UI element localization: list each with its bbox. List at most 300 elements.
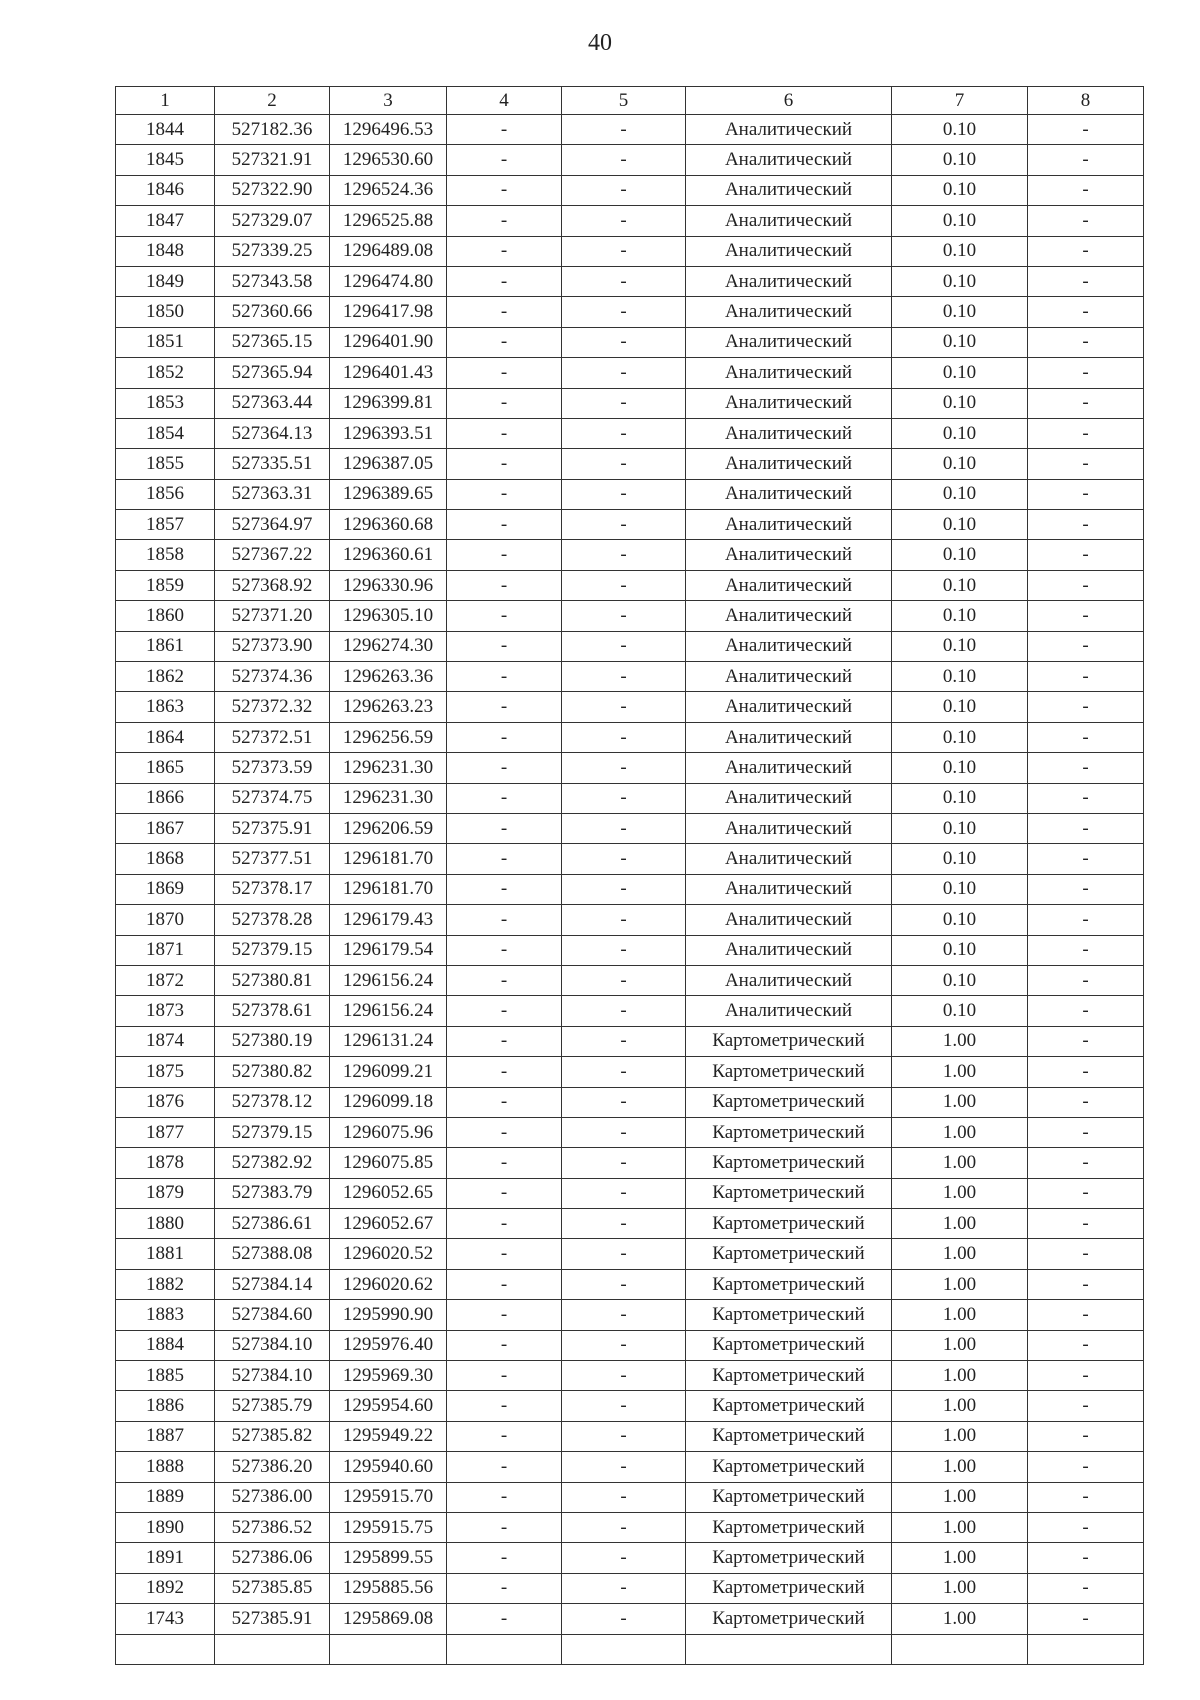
table-cell: - (562, 1391, 686, 1421)
table-cell: - (562, 783, 686, 813)
table-cell: 1296020.52 (330, 1239, 447, 1269)
table-cell: 1296401.90 (330, 327, 447, 357)
table-cell: - (1028, 874, 1144, 904)
table-cell: Картометрический (686, 1452, 892, 1482)
table-cell: 527364.13 (215, 418, 330, 448)
table-cell: - (447, 1604, 562, 1634)
table-cell: 527343.58 (215, 266, 330, 296)
table-cell: 1888 (116, 1452, 215, 1482)
table-cell: - (1028, 722, 1144, 752)
table-row (116, 631, 1144, 661)
table-cell: 1875 (116, 1057, 215, 1087)
table-cell: - (447, 1391, 562, 1421)
table-cell: - (447, 996, 562, 1026)
table-cell: 1868 (116, 844, 215, 874)
table-cell: 1296052.67 (330, 1209, 447, 1239)
table-cell: 1296099.18 (330, 1087, 447, 1117)
table-cell: 0.10 (892, 935, 1028, 965)
table-cell: 0.10 (892, 601, 1028, 631)
table-cell: 1296181.70 (330, 844, 447, 874)
table-cell: 0.10 (892, 570, 1028, 600)
table-cell: 0.10 (892, 115, 1028, 145)
table-cell: - (562, 1482, 686, 1512)
table-cell: Картометрический (686, 1239, 892, 1269)
table-row (116, 1239, 1144, 1269)
table-cell: - (1028, 631, 1144, 661)
table-row (116, 905, 1144, 935)
table-cell: 0.10 (892, 297, 1028, 327)
table-cell: - (447, 175, 562, 205)
table-cell: - (1028, 388, 1144, 418)
table-row (116, 1482, 1144, 1512)
table-row (116, 1421, 1144, 1451)
table-cell: - (447, 692, 562, 722)
table-cell: - (447, 844, 562, 874)
table-cell: Аналитический (686, 175, 892, 205)
table-cell: Картометрический (686, 1361, 892, 1391)
table-cell: Аналитический (686, 753, 892, 783)
column-header: 7 (892, 87, 1028, 115)
coordinates-table-container (115, 86, 1143, 1665)
table-cell: - (562, 1604, 686, 1634)
table-cell: 1.00 (892, 1421, 1028, 1451)
table-row (116, 874, 1144, 904)
table-cell: - (562, 1269, 686, 1299)
table-cell: 1850 (116, 297, 215, 327)
table-cell: 0.10 (892, 540, 1028, 570)
table-cell: - (447, 935, 562, 965)
table-cell: - (562, 631, 686, 661)
table-cell: 1872 (116, 965, 215, 995)
table-cell: 527380.81 (215, 965, 330, 995)
table-cell: Аналитический (686, 236, 892, 266)
table-cell: Картометрический (686, 1148, 892, 1178)
table-cell: Аналитический (686, 206, 892, 236)
table-cell: - (1028, 1148, 1144, 1178)
table-cell: 527372.32 (215, 692, 330, 722)
table-row (116, 1573, 1144, 1603)
table-cell: 527368.92 (215, 570, 330, 600)
table-cell: 1881 (116, 1239, 215, 1269)
table-cell: 527379.15 (215, 1117, 330, 1147)
table-cell: - (562, 1057, 686, 1087)
table-cell: - (1028, 1512, 1144, 1542)
table-cell: - (562, 236, 686, 266)
table-cell: - (447, 115, 562, 145)
table-cell: 1296387.05 (330, 449, 447, 479)
table-row (116, 418, 1144, 448)
table-cell: - (1028, 783, 1144, 813)
table-cell: - (447, 358, 562, 388)
table-cell: - (562, 1573, 686, 1603)
table-cell: 527365.15 (215, 327, 330, 357)
table-cell: 527378.28 (215, 905, 330, 935)
table-row (116, 115, 1144, 145)
table-cell: 1858 (116, 540, 215, 570)
table-cell: Аналитический (686, 418, 892, 448)
table-cell: 527380.82 (215, 1057, 330, 1087)
table-cell: 527365.94 (215, 358, 330, 388)
table-cell: 1296179.54 (330, 935, 447, 965)
table-cell: Картометрический (686, 1391, 892, 1421)
table-cell: 0.10 (892, 905, 1028, 935)
table-cell: 527363.31 (215, 479, 330, 509)
table-row (116, 1178, 1144, 1208)
table-cell: 527329.07 (215, 206, 330, 236)
table-cell: 1295954.60 (330, 1391, 447, 1421)
table-cell: - (1028, 510, 1144, 540)
table-cell: - (447, 1026, 562, 1056)
table-cell: Аналитический (686, 540, 892, 570)
table-cell: - (1028, 570, 1144, 600)
table-cell: 527182.36 (215, 115, 330, 145)
table-cell: - (447, 1482, 562, 1512)
table-row (116, 813, 1144, 843)
table-cell: - (447, 1300, 562, 1330)
table-cell: - (1028, 327, 1144, 357)
table-cell: - (1028, 1209, 1144, 1239)
empty-table-cell (686, 1634, 892, 1664)
table-cell: 1296231.30 (330, 753, 447, 783)
table-cell: 1296075.85 (330, 1148, 447, 1178)
table-cell: 1296075.96 (330, 1117, 447, 1147)
table-row (116, 540, 1144, 570)
table-cell: 1.00 (892, 1604, 1028, 1634)
table-row (116, 1452, 1144, 1482)
table-cell: 1296305.10 (330, 601, 447, 631)
table-cell: - (447, 418, 562, 448)
table-cell: 1887 (116, 1421, 215, 1451)
table-cell: - (447, 1512, 562, 1542)
table-row (116, 145, 1144, 175)
table-cell: Аналитический (686, 935, 892, 965)
table-cell: 527373.90 (215, 631, 330, 661)
table-cell: 1886 (116, 1391, 215, 1421)
table-row (116, 1209, 1144, 1239)
table-cell: 1866 (116, 783, 215, 813)
table-row (116, 1330, 1144, 1360)
table-cell: - (562, 570, 686, 600)
table-cell: 527385.79 (215, 1391, 330, 1421)
table-cell: - (447, 1269, 562, 1299)
table-cell: 0.10 (892, 631, 1028, 661)
table-cell: - (562, 1300, 686, 1330)
table-cell: 0.10 (892, 996, 1028, 1026)
table-cell: Аналитический (686, 905, 892, 935)
table-cell: 1.00 (892, 1178, 1028, 1208)
table-cell: - (447, 236, 562, 266)
table-cell: 1844 (116, 115, 215, 145)
table-cell: Аналитический (686, 327, 892, 357)
table-cell: - (447, 297, 562, 327)
table-cell: - (447, 1361, 562, 1391)
table-cell: 1296389.65 (330, 479, 447, 509)
table-cell: - (562, 905, 686, 935)
table-cell: Аналитический (686, 662, 892, 692)
table-cell: - (562, 1452, 686, 1482)
table-cell: Картометрический (686, 1543, 892, 1573)
table-cell: 527388.08 (215, 1239, 330, 1269)
table-row (116, 844, 1144, 874)
table-cell: 1.00 (892, 1482, 1028, 1512)
table-cell: 527363.44 (215, 388, 330, 418)
empty-table-cell (116, 1634, 215, 1664)
table-cell: - (562, 1512, 686, 1542)
table-cell: 1870 (116, 905, 215, 935)
table-row (116, 965, 1144, 995)
table-cell: - (562, 692, 686, 722)
table-cell: - (447, 1178, 562, 1208)
table-cell: - (1028, 418, 1144, 448)
table-cell: 1743 (116, 1604, 215, 1634)
table-cell: 1296274.30 (330, 631, 447, 661)
table-cell: - (562, 206, 686, 236)
table-cell: - (1028, 813, 1144, 843)
table-cell: 1.00 (892, 1573, 1028, 1603)
page-number: 40 (588, 30, 612, 56)
table-cell: 527335.51 (215, 449, 330, 479)
table-row (116, 449, 1144, 479)
table-cell: - (1028, 753, 1144, 783)
table-cell: 1.00 (892, 1452, 1028, 1482)
table-cell: - (447, 1148, 562, 1178)
table-cell: - (562, 540, 686, 570)
table-cell: Аналитический (686, 115, 892, 145)
table-cell: - (447, 905, 562, 935)
table-cell: Аналитический (686, 813, 892, 843)
table-cell: 1867 (116, 813, 215, 843)
table-row (116, 1117, 1144, 1147)
table-cell: 1880 (116, 1209, 215, 1239)
table-cell: - (562, 266, 686, 296)
table-cell: 527386.61 (215, 1209, 330, 1239)
table-cell: 0.10 (892, 662, 1028, 692)
table-cell: - (562, 1178, 686, 1208)
table-cell: 1296360.68 (330, 510, 447, 540)
table-cell: 527378.17 (215, 874, 330, 904)
table-cell: 527372.51 (215, 722, 330, 752)
table-cell: 1892 (116, 1573, 215, 1603)
column-header: 8 (1028, 87, 1144, 115)
table-cell: 1889 (116, 1482, 215, 1512)
table-row (116, 662, 1144, 692)
table-cell: Аналитический (686, 722, 892, 752)
table-cell: - (447, 874, 562, 904)
table-cell: 1847 (116, 206, 215, 236)
table-cell: - (562, 510, 686, 540)
empty-table-cell (562, 1634, 686, 1664)
table-cell: Картометрический (686, 1300, 892, 1330)
table-cell: - (1028, 1057, 1144, 1087)
table-cell: 1.00 (892, 1239, 1028, 1269)
table-cell: 1296263.23 (330, 692, 447, 722)
table-cell: 1848 (116, 236, 215, 266)
table-cell: 1.00 (892, 1148, 1028, 1178)
table-cell: 1296330.96 (330, 570, 447, 600)
table-cell: - (562, 449, 686, 479)
table-cell: 1862 (116, 662, 215, 692)
table-cell: - (1028, 206, 1144, 236)
table-cell: - (447, 1087, 562, 1117)
table-cell: - (562, 1087, 686, 1117)
table-cell: - (562, 1421, 686, 1451)
table-cell: 1874 (116, 1026, 215, 1056)
table-row (116, 327, 1144, 357)
table-cell: 0.10 (892, 965, 1028, 995)
table-cell: - (1028, 1178, 1144, 1208)
column-header: 5 (562, 87, 686, 115)
table-cell: 1.00 (892, 1209, 1028, 1239)
table-cell: 1295869.08 (330, 1604, 447, 1634)
coordinates-table (115, 86, 1144, 1665)
table-cell: 1296156.24 (330, 965, 447, 995)
table-cell: Аналитический (686, 965, 892, 995)
table-row (116, 1148, 1144, 1178)
table-cell: 1861 (116, 631, 215, 661)
table-cell: - (1028, 115, 1144, 145)
table-cell: 0.10 (892, 874, 1028, 904)
table-cell: 1854 (116, 418, 215, 448)
table-cell: - (447, 540, 562, 570)
table-cell: Картометрический (686, 1512, 892, 1542)
table-cell: 527322.90 (215, 175, 330, 205)
column-header: 3 (330, 87, 447, 115)
table-cell: - (562, 388, 686, 418)
table-cell: - (562, 844, 686, 874)
table-cell: - (447, 753, 562, 783)
table-cell: 1.00 (892, 1330, 1028, 1360)
table-cell: 1296231.30 (330, 783, 447, 813)
table-cell: 1295915.70 (330, 1482, 447, 1512)
table-cell: - (447, 631, 562, 661)
table-cell: - (447, 1573, 562, 1603)
table-cell: - (562, 479, 686, 509)
table-cell: 1860 (116, 601, 215, 631)
table-cell: 1296181.70 (330, 874, 447, 904)
table-cell: 1878 (116, 1148, 215, 1178)
table-cell: Аналитический (686, 145, 892, 175)
table-cell: Картометрический (686, 1421, 892, 1451)
table-cell: - (562, 1330, 686, 1360)
table-cell: 0.10 (892, 722, 1028, 752)
table-cell: - (1028, 236, 1144, 266)
table-cell: 1296474.80 (330, 266, 447, 296)
table-cell: 1857 (116, 510, 215, 540)
table-cell: 527385.85 (215, 1573, 330, 1603)
table-cell: Аналитический (686, 692, 892, 722)
table-cell: - (1028, 1300, 1144, 1330)
table-row (116, 601, 1144, 631)
table-cell: 527386.00 (215, 1482, 330, 1512)
empty-table-cell (215, 1634, 330, 1664)
table-cell: - (1028, 1330, 1144, 1360)
table-cell: - (447, 1239, 562, 1269)
table-cell: 0.10 (892, 388, 1028, 418)
table-cell: 1296206.59 (330, 813, 447, 843)
table-cell: 527382.92 (215, 1148, 330, 1178)
table-cell: - (447, 965, 562, 995)
table-row (116, 722, 1144, 752)
table-cell: Картометрический (686, 1269, 892, 1299)
empty-table-cell (1028, 1634, 1144, 1664)
table-body (116, 115, 1144, 1665)
table-cell: - (447, 479, 562, 509)
table-cell: 527379.15 (215, 935, 330, 965)
table-cell: 1845 (116, 145, 215, 175)
table-cell: 1.00 (892, 1512, 1028, 1542)
table-cell: - (562, 418, 686, 448)
table-cell: - (447, 1209, 562, 1239)
table-row (116, 358, 1144, 388)
table-cell: 1863 (116, 692, 215, 722)
table-cell: 527375.91 (215, 813, 330, 843)
table-cell: 1885 (116, 1361, 215, 1391)
column-header: 4 (447, 87, 562, 115)
table-cell: - (562, 722, 686, 752)
table-cell: 1296399.81 (330, 388, 447, 418)
table-cell: 0.10 (892, 783, 1028, 813)
table-cell: 527377.51 (215, 844, 330, 874)
table-cell: 1.00 (892, 1361, 1028, 1391)
table-cell: 1877 (116, 1117, 215, 1147)
table-cell: - (1028, 1361, 1144, 1391)
table-cell: Аналитический (686, 449, 892, 479)
table-cell: Картометрический (686, 1026, 892, 1056)
table-cell: - (1028, 1604, 1144, 1634)
table-row (116, 783, 1144, 813)
table-cell: 0.10 (892, 510, 1028, 540)
table-cell: 1852 (116, 358, 215, 388)
table-cell: - (1028, 1421, 1144, 1451)
table-row (116, 266, 1144, 296)
table-cell: 0.10 (892, 327, 1028, 357)
table-cell: 527385.91 (215, 1604, 330, 1634)
table-header-row (116, 87, 1144, 115)
table-cell: - (1028, 358, 1144, 388)
table-cell: 0.10 (892, 266, 1028, 296)
table-cell: Аналитический (686, 996, 892, 1026)
table-cell: - (447, 601, 562, 631)
table-cell: - (562, 996, 686, 1026)
table-cell: 0.10 (892, 753, 1028, 783)
table-cell: 527374.75 (215, 783, 330, 813)
table-cell: - (1028, 145, 1144, 175)
table-cell: - (1028, 996, 1144, 1026)
table-cell: 1.00 (892, 1057, 1028, 1087)
table-cell: - (562, 297, 686, 327)
table-cell: 527378.12 (215, 1087, 330, 1117)
empty-table-cell (447, 1634, 562, 1664)
table-row (116, 692, 1144, 722)
table-cell: Аналитический (686, 510, 892, 540)
table-cell: 527384.10 (215, 1361, 330, 1391)
column-header: 2 (215, 87, 330, 115)
table-cell: 0.10 (892, 692, 1028, 722)
table-cell: 0.10 (892, 206, 1028, 236)
column-header: 6 (686, 87, 892, 115)
column-header: 1 (116, 87, 215, 115)
table-cell: 1855 (116, 449, 215, 479)
table-cell: Аналитический (686, 388, 892, 418)
table-cell: Аналитический (686, 783, 892, 813)
table-row (116, 206, 1144, 236)
table-row (116, 1391, 1144, 1421)
table-cell: - (447, 1330, 562, 1360)
table-cell: Аналитический (686, 874, 892, 904)
table-cell: 527364.97 (215, 510, 330, 540)
table-cell: Картометрический (686, 1178, 892, 1208)
table-row (116, 996, 1144, 1026)
